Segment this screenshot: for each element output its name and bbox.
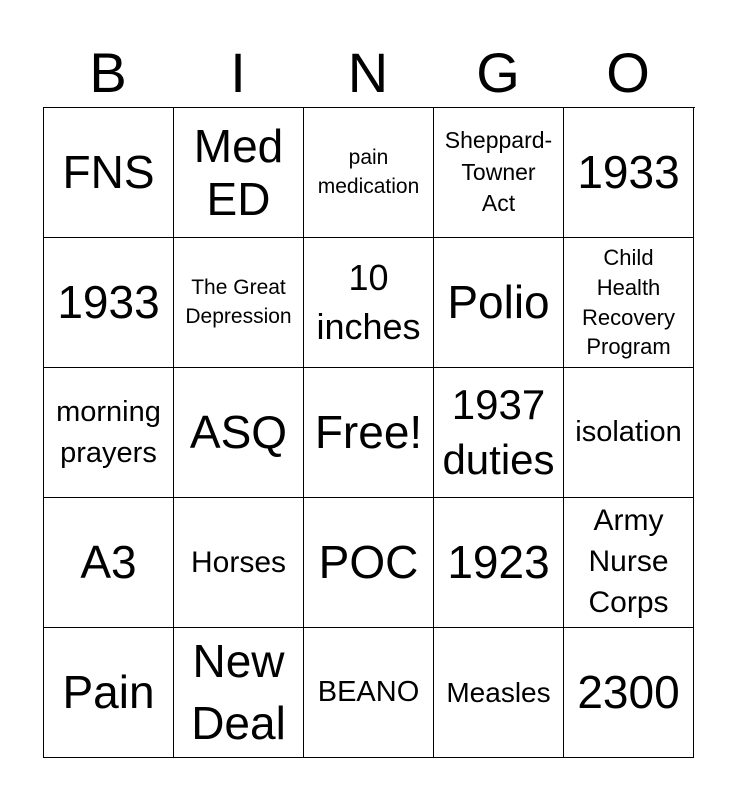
bingo-cell[interactable] <box>564 628 694 758</box>
bingo-header <box>43 38 693 108</box>
cell-text: 1933 <box>577 146 680 199</box>
cell-text: pain medication <box>317 145 420 198</box>
bingo-cell[interactable] <box>304 368 434 498</box>
cell-text: New Deal <box>191 634 286 749</box>
bingo-cell[interactable] <box>434 238 564 368</box>
cell-text: Med ED <box>193 119 284 225</box>
cell-text: Pain <box>62 666 155 719</box>
bingo-cell[interactable] <box>564 238 694 368</box>
header-letter-o: O <box>606 41 650 104</box>
bingo-cell[interactable] <box>434 628 564 758</box>
cell-text: Measles <box>446 676 551 708</box>
bingo-cell[interactable] <box>44 498 174 628</box>
bingo-cell[interactable] <box>304 108 434 238</box>
bingo-cell[interactable] <box>174 628 304 758</box>
cell-text: Child Health Recovery Program <box>582 244 675 360</box>
cell-text: 1937 duties <box>442 380 555 483</box>
cell-text: Polio <box>447 276 550 329</box>
bingo-cell[interactable] <box>174 368 304 498</box>
bingo-cell[interactable] <box>304 498 434 628</box>
cell-text: A3 <box>80 536 137 589</box>
header-letter-i: I <box>230 41 246 104</box>
bingo-cell[interactable] <box>434 368 564 498</box>
bingo-cell[interactable] <box>44 628 174 758</box>
bingo-cell[interactable] <box>44 238 174 368</box>
cell-text: Horses <box>190 545 287 579</box>
header-letter-g: G <box>476 41 520 104</box>
bingo-board <box>43 107 695 758</box>
bingo-cell[interactable] <box>174 108 304 238</box>
bingo-cell[interactable] <box>174 498 304 628</box>
cell-text: BEANO <box>317 676 420 709</box>
cell-text: isolation <box>575 416 682 449</box>
cell-text: POC <box>318 536 419 589</box>
cell-text: 1923 <box>447 536 550 589</box>
bingo-cell[interactable] <box>434 108 564 238</box>
cell-text: FNS <box>62 146 155 199</box>
cell-text: Sheppard- Towner Act <box>444 126 553 217</box>
bingo-cell[interactable] <box>44 368 174 498</box>
bingo-cell[interactable] <box>304 238 434 368</box>
bingo-cell[interactable] <box>434 498 564 628</box>
bingo-cell[interactable] <box>174 238 304 368</box>
cell-text: Army Nurse Corps <box>588 504 669 619</box>
bingo-cell[interactable] <box>44 108 174 238</box>
cell-text: 2300 <box>577 666 680 719</box>
cell-text: ASQ <box>189 406 288 459</box>
header-letter-n: N <box>347 41 389 104</box>
cell-text: Free! <box>314 406 423 459</box>
cell-text: 1933 <box>57 276 160 329</box>
bingo-cell[interactable] <box>564 498 694 628</box>
cell-text: 10 inches <box>316 256 421 347</box>
cell-text: The Great Depression <box>185 275 292 328</box>
header-letter-b: B <box>89 41 127 104</box>
bingo-cell[interactable] <box>304 628 434 758</box>
cell-text: morning prayers <box>56 395 161 469</box>
bingo-cell[interactable] <box>564 368 694 498</box>
bingo-cell[interactable] <box>564 108 694 238</box>
